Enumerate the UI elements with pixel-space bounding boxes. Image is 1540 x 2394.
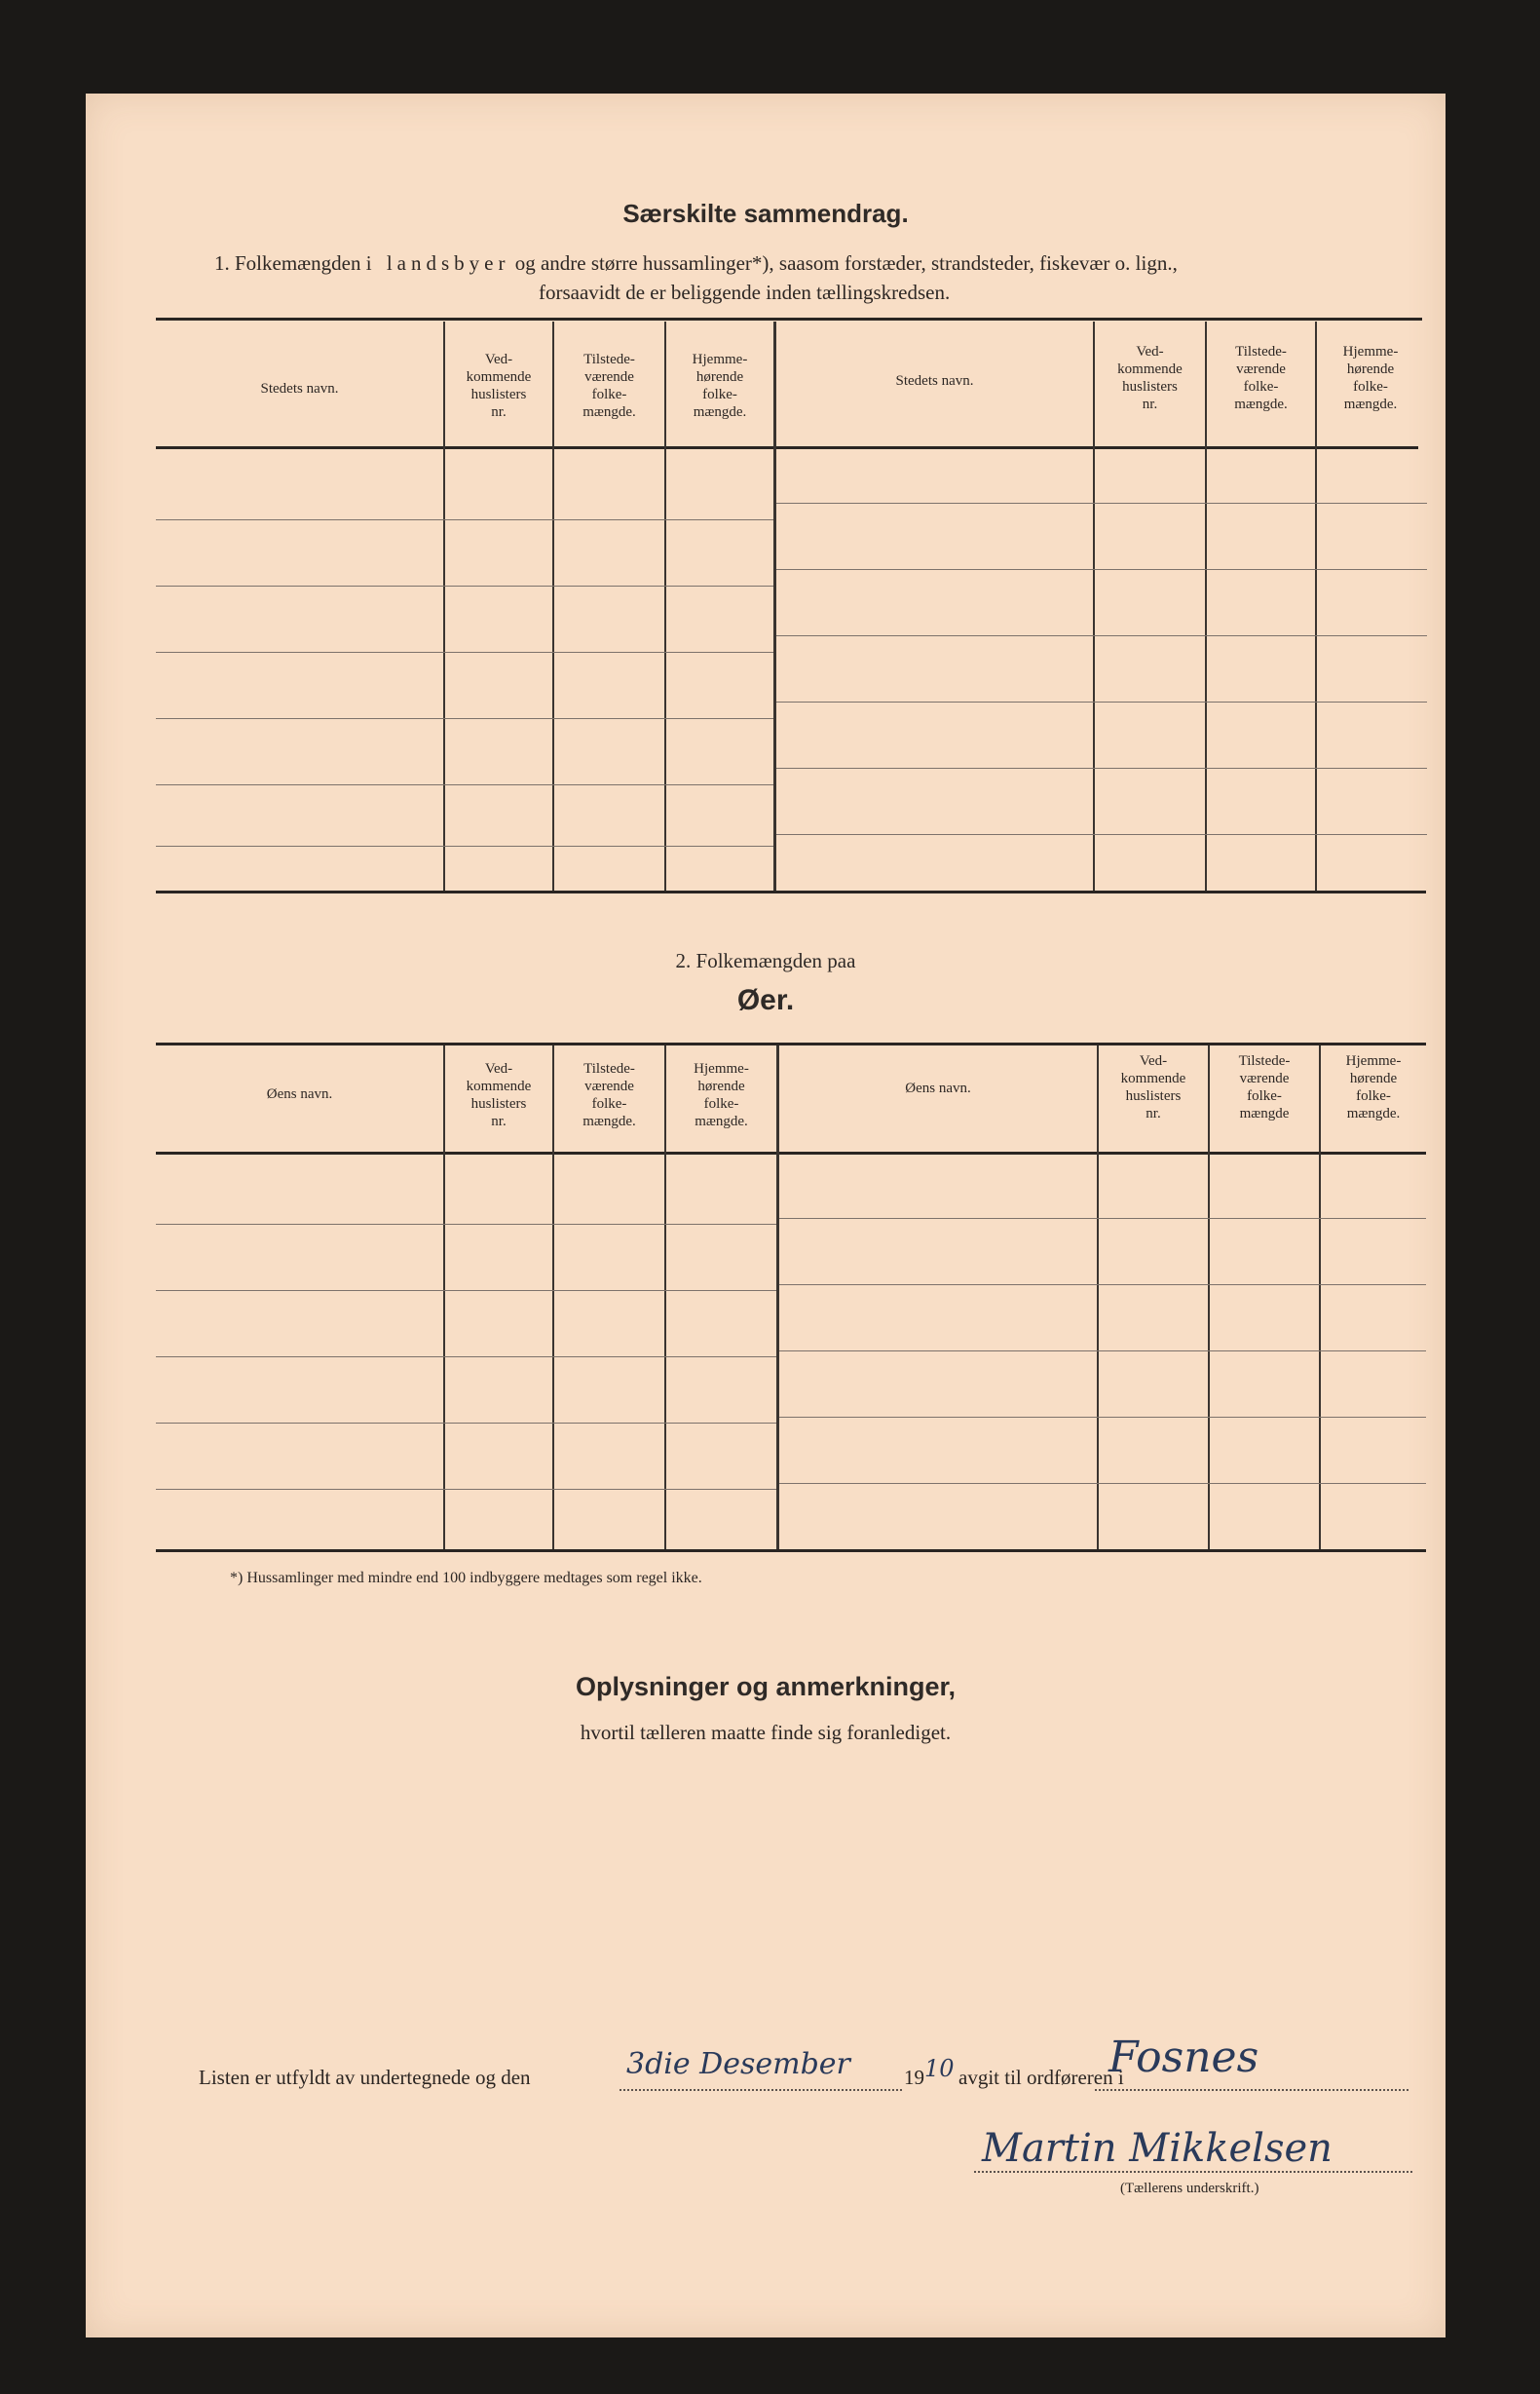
header-line: mængde. <box>1234 397 1288 412</box>
form-title: Særskilte sammendrag. <box>622 199 909 228</box>
header-line: værende <box>584 369 634 385</box>
header-line: kommende <box>466 1079 532 1094</box>
table1-row-line <box>776 834 1427 835</box>
table2-header-ved-right <box>1099 1052 1208 1122</box>
header-line: hørende <box>697 1079 745 1094</box>
header-line: Ved- <box>484 1061 513 1077</box>
section1-text-a: Folkemængden <box>235 251 361 275</box>
table2-header-hjem-left <box>666 1060 776 1130</box>
header-line: Tilstede- <box>1238 1053 1291 1069</box>
table2-row-line <box>779 1417 1426 1418</box>
header-line: Hjemme- <box>694 1061 749 1077</box>
table1-header-hjem-left <box>666 351 773 421</box>
table1-row-line <box>776 768 1427 769</box>
header-line: hørende <box>1349 1071 1398 1086</box>
table1-row-line <box>156 519 773 520</box>
header-line: hørende <box>1346 361 1395 377</box>
table2-header-place-right: Øens navn. <box>905 1081 971 1096</box>
header-line: Tilstede- <box>1235 344 1287 360</box>
header-line: mængde. <box>582 1114 636 1129</box>
header-line: huslisters <box>1125 1088 1182 1104</box>
header-line: mængde. <box>1346 1106 1401 1121</box>
section2-heading: 2. Folkemængden paa <box>675 949 856 972</box>
table1-row-line <box>776 503 1427 504</box>
header-line: nr. <box>1146 1106 1161 1121</box>
table1-row-line <box>156 718 773 719</box>
signature-caption: (Tællerens underskrift.) <box>1120 2181 1259 2196</box>
table2-header-ved-left <box>445 1060 552 1130</box>
header-line: huslisters <box>470 1096 527 1112</box>
header-line: folke- <box>1356 1088 1391 1104</box>
header-line: folke- <box>1243 379 1279 395</box>
table1-row-line <box>156 846 773 847</box>
table2-row-line <box>156 1489 776 1490</box>
footnote: *) Hussamlinger med mindre end 100 indbyggere medtages som regel ikke. <box>230 1570 702 1586</box>
table1-bottom-rule <box>156 891 1426 893</box>
table1-row-line <box>776 702 1427 703</box>
table2-row-line <box>779 1284 1426 1285</box>
section1-text-b: og andre større hussamlinger*), saasom forstæder, strandsteder, fiskevær o. lign., <box>514 251 1178 275</box>
handwritten-place: Fosnes <box>1108 2033 1259 2082</box>
header-line: Ved- <box>484 352 513 367</box>
table1-row-line <box>156 586 773 587</box>
section3-title: Oplysninger og anmerkninger, <box>575 1672 957 1701</box>
header-line: værende <box>584 1079 634 1094</box>
table2-row-line <box>156 1290 776 1291</box>
place-dotted-line <box>1095 2089 1409 2091</box>
table2-row-line <box>779 1218 1426 1219</box>
table2-row-line <box>779 1350 1426 1351</box>
header-line: Hjemme- <box>1345 1053 1402 1069</box>
table1-row-line <box>156 652 773 653</box>
table2-center-divider <box>776 1045 779 1549</box>
header-line: Hjemme- <box>692 352 748 367</box>
table2-bottom-rule <box>156 1549 1426 1552</box>
date-dotted-line <box>620 2089 902 2091</box>
table1-header-tilst-right <box>1207 343 1315 413</box>
header-line: Tilstede- <box>583 1061 635 1077</box>
header-line: folke- <box>702 387 737 402</box>
table2-header-tilst-right <box>1210 1052 1319 1122</box>
table1-header-place-right: Stedets navn. <box>895 373 974 389</box>
table2-row-line <box>156 1423 776 1424</box>
table2-header-rule <box>156 1152 1426 1155</box>
header-line: Ved- <box>1139 1053 1168 1069</box>
table1-top-rule <box>156 318 1422 321</box>
header-line: Ved- <box>1136 344 1164 360</box>
header-line: nr. <box>491 1114 507 1129</box>
table1-header-ved-left <box>445 351 552 421</box>
header-line: huslisters <box>1122 379 1178 395</box>
table2-row-line <box>156 1224 776 1225</box>
section1-line1 <box>214 251 1178 276</box>
table2-header-place-left: Øens navn. <box>266 1086 333 1102</box>
signature-prefix: Listen er utfyldt av undertegnede og den <box>199 2066 531 2089</box>
table2-top-rule <box>156 1043 1426 1045</box>
signature-dotted-line <box>974 2171 1412 2173</box>
table1-center-divider <box>773 322 776 891</box>
header-line: folke- <box>591 387 627 402</box>
table1-row-line <box>776 569 1427 570</box>
year-prefix: 19 <box>904 2066 924 2089</box>
header-line: folke- <box>1353 379 1388 395</box>
header-line: kommende <box>1117 361 1183 377</box>
header-line: nr. <box>491 404 507 420</box>
header-line: folke- <box>1247 1088 1282 1104</box>
header-line: mængde. <box>695 1114 748 1129</box>
header-line: hørende <box>695 369 744 385</box>
handwritten-year: 10 <box>924 2055 955 2082</box>
handwritten-date: 3die Desember <box>626 2047 850 2081</box>
header-line: Tilstede- <box>583 352 635 367</box>
header-line: folke- <box>703 1096 739 1112</box>
table1-header-place-left: Stedets navn. <box>260 381 339 397</box>
header-line: folke- <box>591 1096 627 1112</box>
table1-row-line <box>156 784 773 785</box>
handwritten-signature: Martin Mikkelsen <box>982 2126 1333 2171</box>
table1-header-hjem-right <box>1317 343 1424 413</box>
header-line: mængde. <box>1343 397 1398 412</box>
header-line: mængde <box>1239 1106 1290 1121</box>
header-line: kommende <box>466 369 532 385</box>
signature-middle: avgit til ordføreren i <box>958 2066 1124 2089</box>
table1-header-tilst-left <box>554 351 664 421</box>
table1-header-rule <box>156 446 1418 449</box>
header-line: huslisters <box>470 387 527 402</box>
table2-row-line <box>156 1356 776 1357</box>
header-line: kommende <box>1120 1071 1186 1086</box>
section3-subtitle: hvortil tælleren maatte finde sig foranlediget. <box>580 1721 952 1744</box>
header-line: værende <box>1236 361 1286 377</box>
table1-row-line <box>776 635 1427 636</box>
section2-title: Øer. <box>736 984 795 1016</box>
table1-header-ved-right <box>1095 343 1205 413</box>
header-line: mængde. <box>582 404 636 420</box>
section1-text-spaced: i landsbyer <box>365 251 510 275</box>
table2-header-hjem-right <box>1321 1052 1426 1122</box>
table2-header-tilst-left <box>554 1060 664 1130</box>
header-line: værende <box>1239 1071 1290 1086</box>
section1-number: 1. <box>214 251 230 275</box>
header-line: mængde. <box>693 404 747 420</box>
form-sheet <box>86 94 1446 2337</box>
header-line: Hjemme- <box>1342 344 1399 360</box>
header-line: nr. <box>1142 397 1158 412</box>
table2-row-line <box>779 1483 1426 1484</box>
section1-line2: forsaavidt de er beliggende inden tællingskredsen. <box>539 281 951 304</box>
